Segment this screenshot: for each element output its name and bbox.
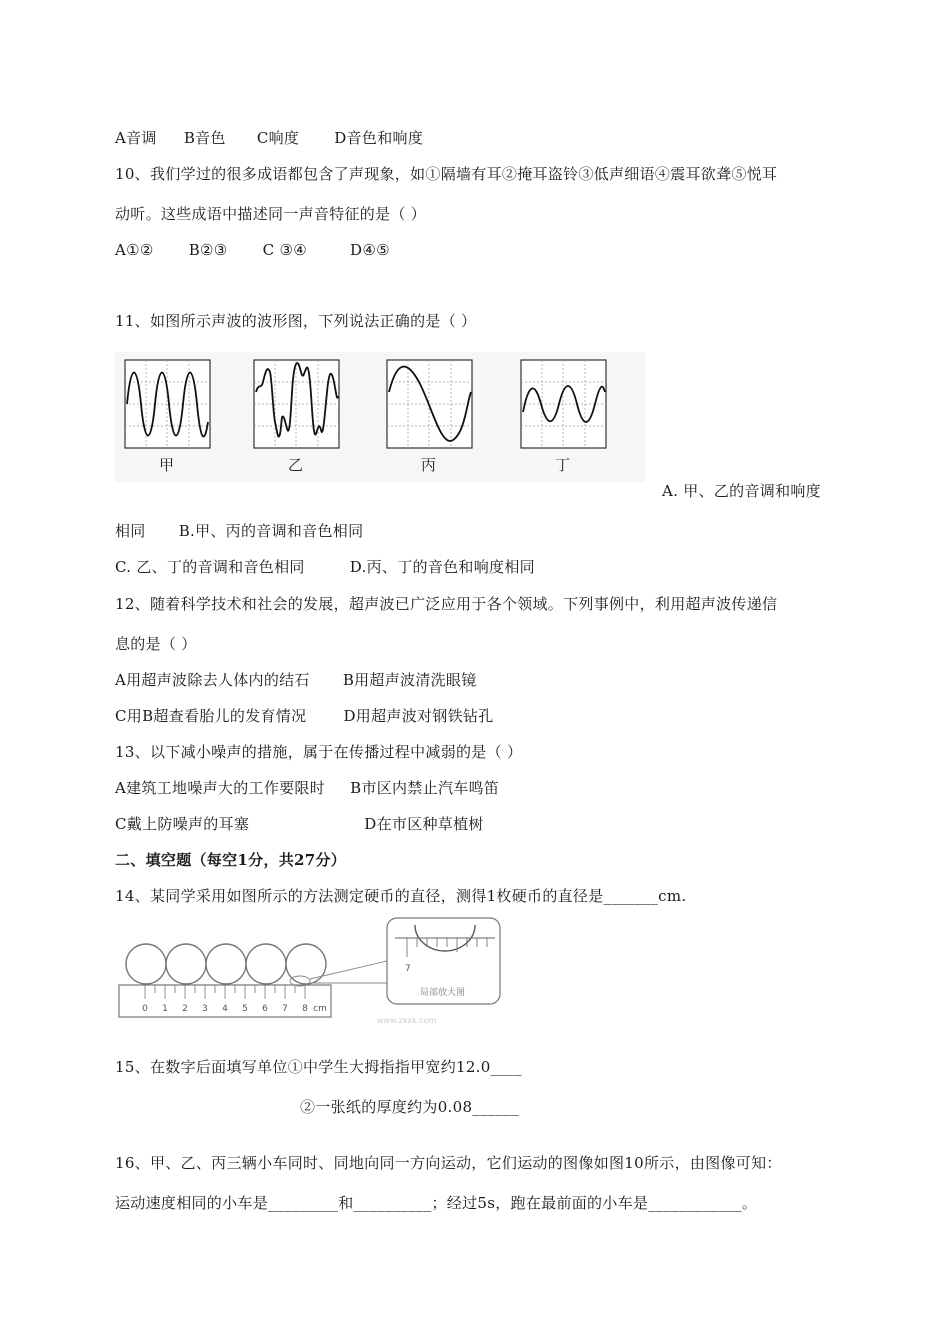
q13-options-cd — [115, 813, 484, 834]
zoom-caption: 局部放大图 — [420, 988, 466, 998]
watermark: www.zxxk.com — [377, 1016, 437, 1025]
q13-option-b: B市区内禁止汽车鸣笛 — [350, 779, 500, 797]
ruler-tick-0: 0 — [142, 1004, 148, 1014]
ruler-tick-3: 3 — [202, 1004, 208, 1014]
zoom-tick-7: 7 — [405, 964, 411, 974]
q10-stem-line2: 动听。这些成语中描述同一声音特征的是（ ） — [115, 205, 427, 223]
q10-option-d: D④⑤ — [350, 241, 390, 259]
q12-option-b: B用超声波清洗眼镜 — [342, 671, 477, 689]
q9-option-b: B音色 — [183, 129, 226, 147]
q11-option-c: C. 乙、丁的音调和音色相同 — [115, 558, 305, 576]
q9-option-a: A音调 — [115, 129, 157, 147]
q10-stem-line1: 10、我们学过的很多成语都包含了声现象，如①隔墙有耳②掩耳盗铃③低声细语④震耳欲聋⑤悦耳 — [115, 165, 778, 183]
q13-stem: 13、以下减小噪声的措施，属于在传播过程中减弱的是（ ） — [115, 743, 523, 761]
q11-options-ab — [115, 520, 363, 541]
q11-stem: 11、如图所示声波的波形图，下列说法正确的是（ ） — [115, 312, 477, 330]
q11-option-a-part1: A. 甲、乙的音调和响度 — [662, 482, 821, 500]
waveform-label-bing: 丙 — [421, 456, 437, 474]
q10-option-c: C ③④ — [262, 241, 307, 259]
ruler — [119, 985, 331, 1017]
coin-ruler-figure — [115, 915, 515, 1025]
q11-option-b: B.甲、丙的音调和音色相同 — [178, 522, 364, 540]
ruler-tick-8: 8 — [302, 1004, 308, 1014]
q10-option-a: A①② — [115, 241, 154, 259]
waveform-label-yi: 乙 — [288, 456, 304, 474]
q16-line1: 16、甲、乙、丙三辆小车同时、同地向同一方向运动，它们运动的图像如图10所示，由图像可知： — [115, 1154, 782, 1172]
q10-option-b: B②③ — [188, 241, 228, 259]
q13-option-a: A建筑工地噪声大的工作要限时 — [115, 779, 326, 797]
waveform-figure — [115, 352, 645, 482]
ruler-tick-1: 1 — [162, 1004, 168, 1014]
q12-stem-line1: 12、随着科学技术和社会的发展，超声波已广泛应用于各个领域。下列事例中，利用超声波传递信 — [115, 595, 778, 613]
q11-option-a-part2: 相同 — [115, 522, 146, 540]
q15-line1: 15、在数字后面填写单位①中学生大拇指指甲宽约12.0____ — [115, 1058, 522, 1076]
q12-option-a: A用超声波除去人体内的结石 — [115, 671, 310, 689]
q12-options-cd — [115, 705, 494, 726]
waveform-label-ding: 丁 — [555, 456, 571, 474]
ruler-tick-4: 4 — [222, 1004, 228, 1014]
q15-line2: ②一张纸的厚度约为0.08______ — [300, 1098, 520, 1116]
q9-option-d: D音色和响度 — [334, 129, 424, 147]
zoom-detail — [387, 918, 500, 1004]
ruler-tick-6: 6 — [262, 1004, 268, 1014]
q12-option-c: C用B超查看胎儿的发育情况 — [115, 707, 307, 725]
q13-options-ab — [115, 777, 499, 798]
ruler-tick-5: 5 — [242, 1004, 248, 1014]
q13-option-d: D在市区种草植树 — [364, 815, 484, 833]
q11-option-d: D.丙、丁的音色和响度相同 — [349, 558, 535, 576]
q10-options — [115, 241, 390, 259]
section2-heading: 二、填空题（每空1分，共27分） — [115, 851, 347, 869]
ruler-tick-7: 7 — [282, 1004, 288, 1014]
q12-options-ab — [115, 669, 477, 690]
q12-option-d: D用超声波对钢铁钻孔 — [343, 707, 494, 725]
q13-option-c: C戴上防噪声的耳塞 — [115, 815, 250, 833]
coins — [126, 944, 326, 984]
ruler-unit: cm — [313, 1004, 327, 1014]
q11-options-cd — [115, 556, 535, 577]
q14-stem: 14、某同学采用如图所示的方法测定硬币的直径，测得1枚硬币的直径是_______cm. — [115, 887, 687, 905]
waveform-label-jia: 甲 — [159, 456, 175, 474]
q16-line2: 运动速度相同的小车是_________和__________；经过5s，跑在最前面的小车是____________。 — [115, 1194, 758, 1212]
q12-stem-line2: 息的是（ ） — [115, 635, 197, 653]
ruler-tick-2: 2 — [182, 1004, 188, 1014]
q9-options — [115, 127, 423, 148]
q9-option-c: C响度 — [256, 129, 300, 147]
